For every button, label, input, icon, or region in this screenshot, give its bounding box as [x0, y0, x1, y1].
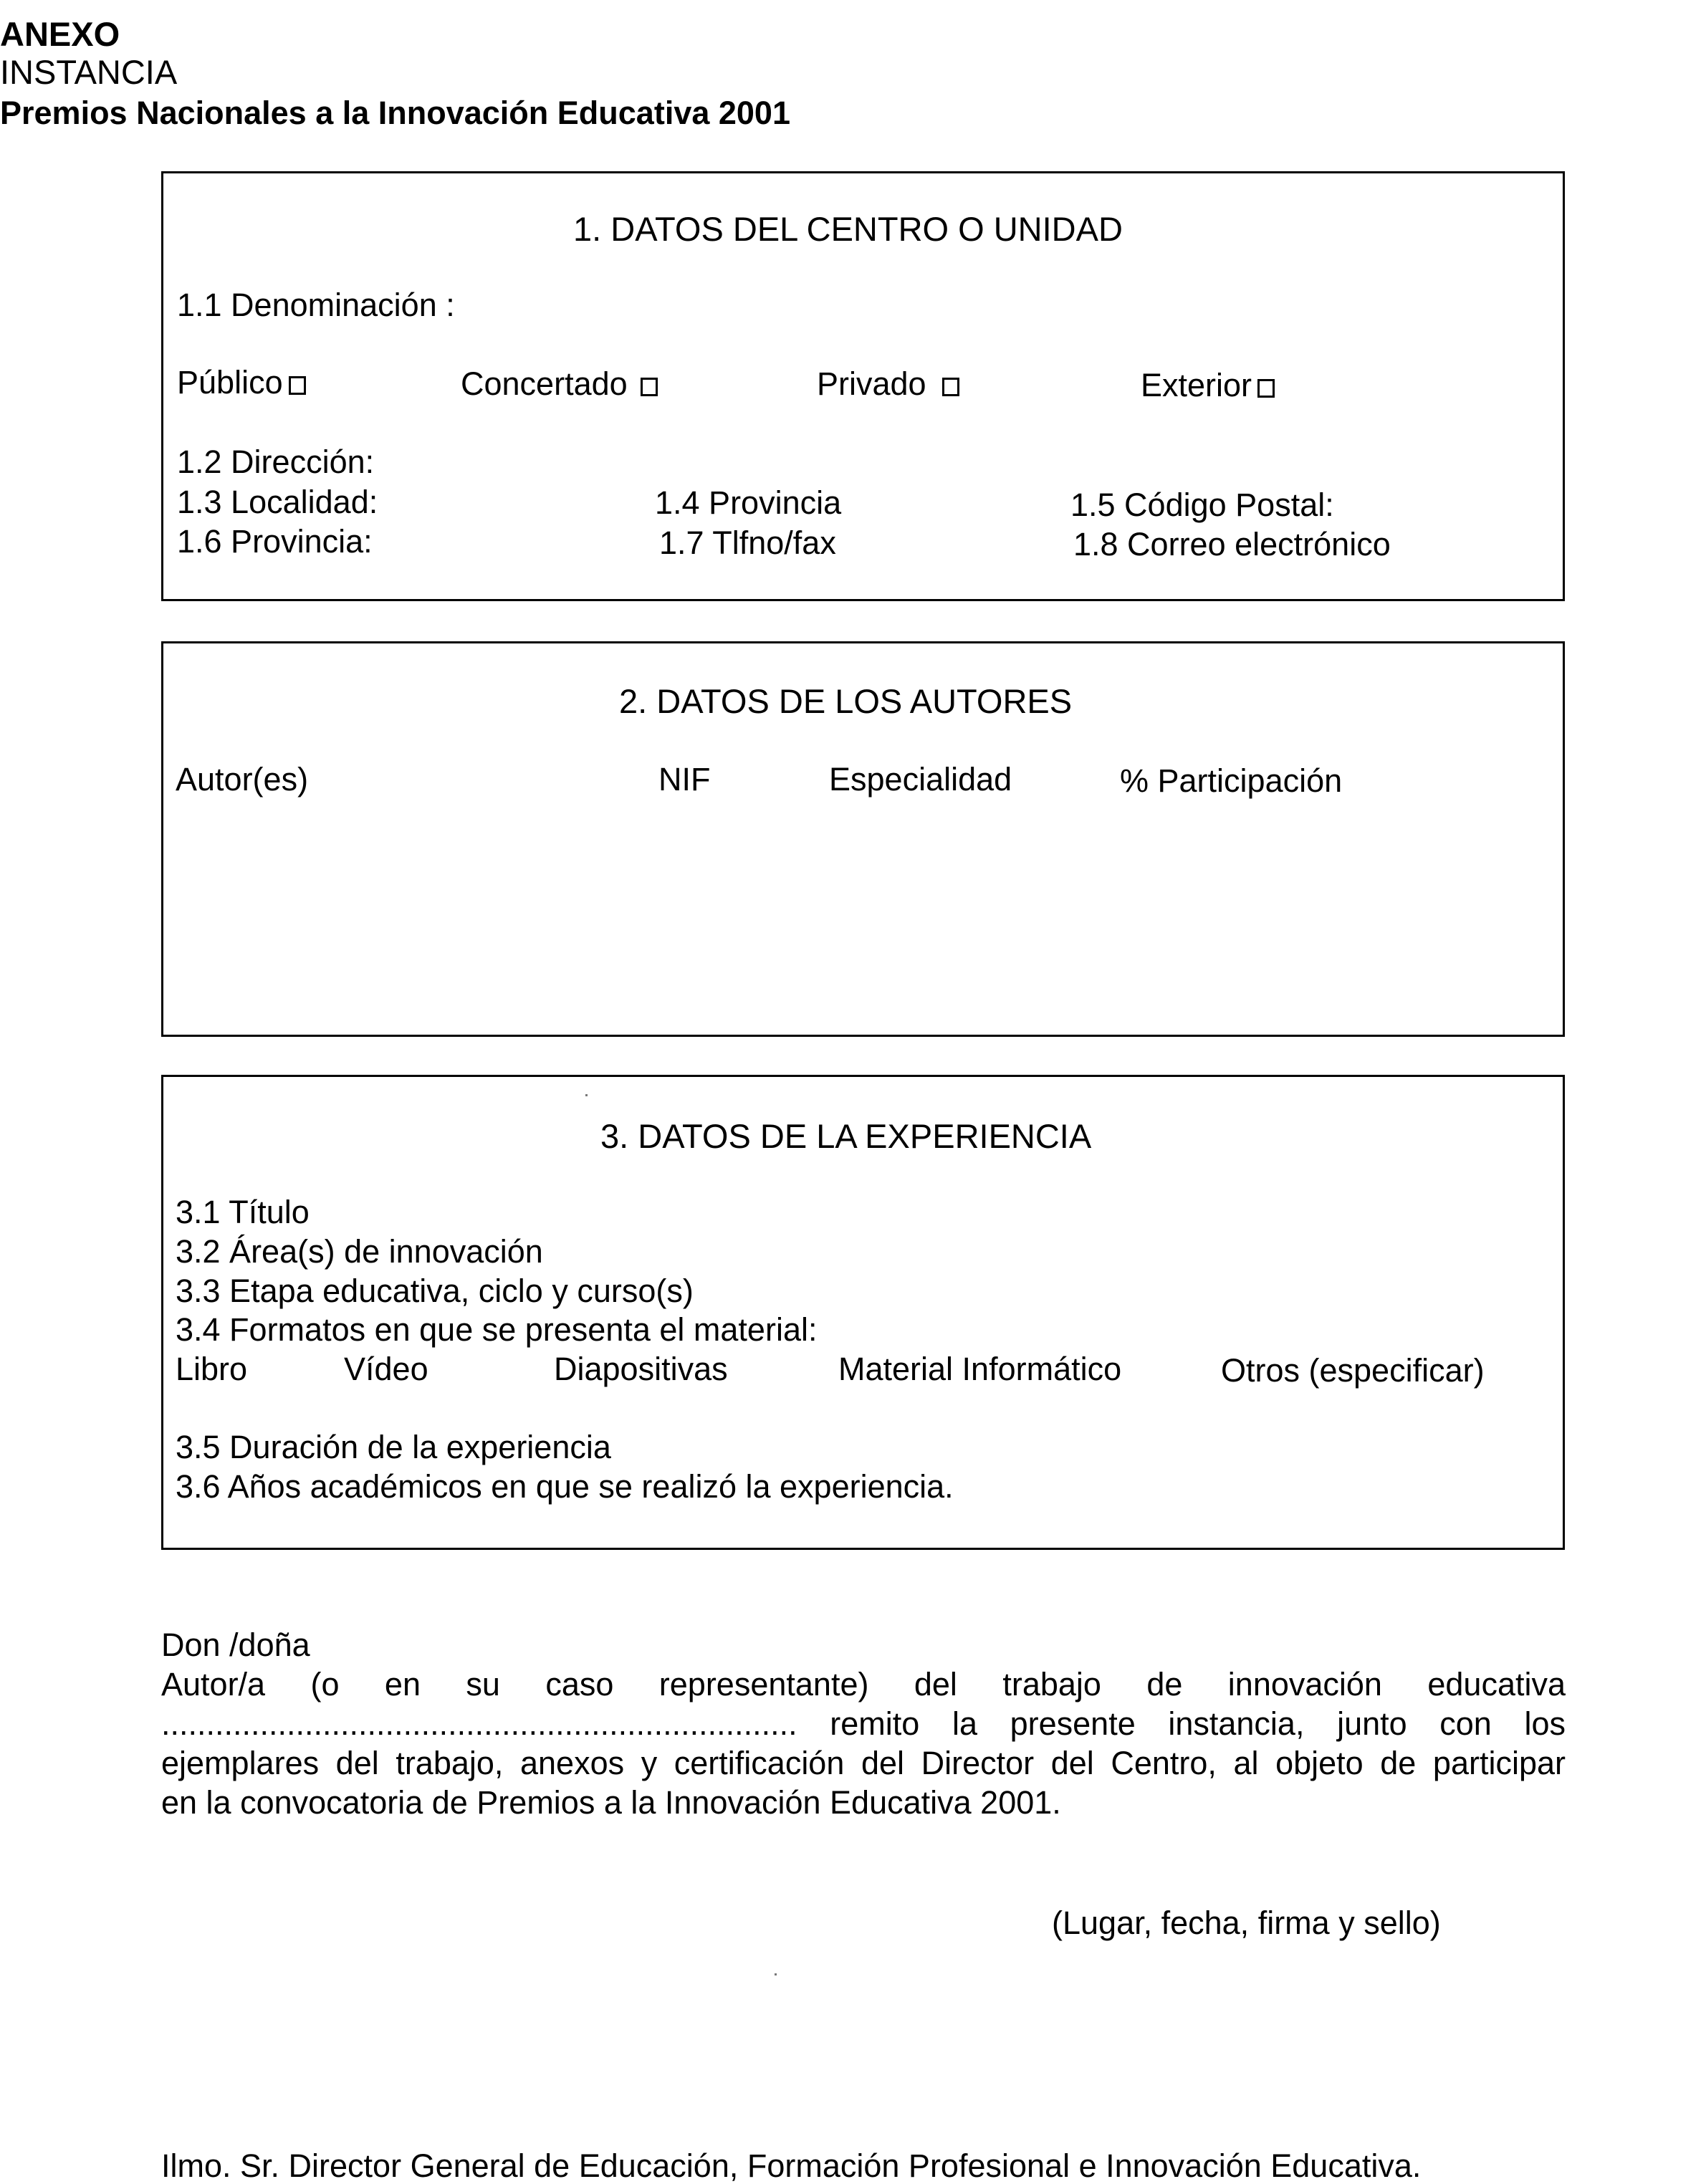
option-exterior-label: Exterior [1141, 367, 1252, 403]
field-provincia-1-4: 1.4 Provincia [655, 484, 842, 521]
format-video: Vídeo [344, 1351, 428, 1387]
declaration-line-5: en la convocatoria de Premios a la Innovación Educativa 2001. [161, 1784, 1061, 1821]
signature-placeholder: (Lugar, fecha, firma y sello) [1052, 1905, 1441, 1941]
checkbox-publico[interactable] [289, 376, 306, 395]
scan-speck [775, 1973, 777, 1975]
field-correo-electronico: 1.8 Correo electrónico [1073, 526, 1391, 562]
field-formatos: 3.4 Formatos en que se presenta el material: [176, 1311, 818, 1348]
field-provincia-1-6: 1.6 Provincia: [177, 523, 373, 560]
section2-title: 2. DATOS DE LOS AUTORES [619, 682, 1073, 720]
option-privado[interactable] [817, 365, 959, 402]
field-denominacion: 1.1 Denominación : [177, 287, 455, 323]
column-nif: NIF [658, 761, 711, 798]
checkbox-concertado[interactable] [641, 378, 658, 396]
field-areas-innovacion: 3.2 Área(s) de innovación [176, 1233, 543, 1270]
declaration-paragraph [161, 1625, 1566, 1822]
format-libro: Libro [176, 1351, 248, 1387]
option-concertado[interactable] [461, 365, 658, 402]
annex-heading: ANEXO [0, 15, 120, 53]
section3-title: 3. DATOS DE LA EXPERIENCIA [600, 1117, 1092, 1155]
field-duracion: 3.5 Duración de la experiencia [176, 1429, 611, 1465]
field-etapa-educativa: 3.3 Etapa educativa, ciclo y curso(s) [176, 1273, 694, 1309]
format-diapositivas: Diapositivas [554, 1351, 728, 1387]
column-participacion: % Participación [1120, 762, 1343, 799]
field-direccion: 1.2 Dirección: [177, 444, 375, 480]
option-privado-label: Privado [817, 365, 926, 402]
field-titulo: 3.1 Título [176, 1194, 310, 1230]
declaration-line-2: Autor/a (o en su caso representante) del trabajo de innovación educativa [161, 1666, 1566, 1702]
declaration-line-1: Don /doña [161, 1627, 310, 1663]
form-type-heading: INSTANCIA [0, 53, 178, 91]
field-tlfno-fax: 1.7 Tlfno/fax [659, 525, 836, 561]
option-publico-label: Público [177, 364, 283, 401]
column-especialidad: Especialidad [829, 761, 1012, 798]
format-otros: Otros (especificar) [1221, 1352, 1485, 1389]
addressee: Ilmo. Sr. Director General de Educación, Formación Profesional e Innovación Educativa. [161, 2147, 1422, 2184]
option-exterior[interactable] [1141, 369, 1275, 401]
format-material-informatico: Material Informático [838, 1351, 1122, 1387]
scan-speck [585, 1094, 588, 1096]
field-anos-academicos: 3.6 Años académicos en que se realizó la experiencia. [176, 1468, 954, 1505]
field-localidad: 1.3 Localidad: [177, 484, 378, 520]
field-codigo-postal: 1.5 Código Postal: [1070, 487, 1334, 523]
column-autores: Autor(es) [176, 761, 309, 798]
declaration-line-3: ....................................................................... remito la presente instancia, junto con los [161, 1705, 1566, 1742]
checkbox-privado[interactable] [942, 378, 959, 396]
checkbox-exterior[interactable] [1257, 379, 1275, 398]
option-publico[interactable] [177, 364, 306, 401]
section1-title: 1. DATOS DEL CENTRO O UNIDAD [573, 210, 1123, 248]
document-title: Premios Nacionales a la Innovación Educativa 2001 [0, 95, 790, 131]
declaration-line-4: ejemplares del trabajo, anexos y certificación del Director del Centro, al objeto de participar [161, 1745, 1566, 1781]
option-concertado-label: Concertado [461, 365, 628, 402]
